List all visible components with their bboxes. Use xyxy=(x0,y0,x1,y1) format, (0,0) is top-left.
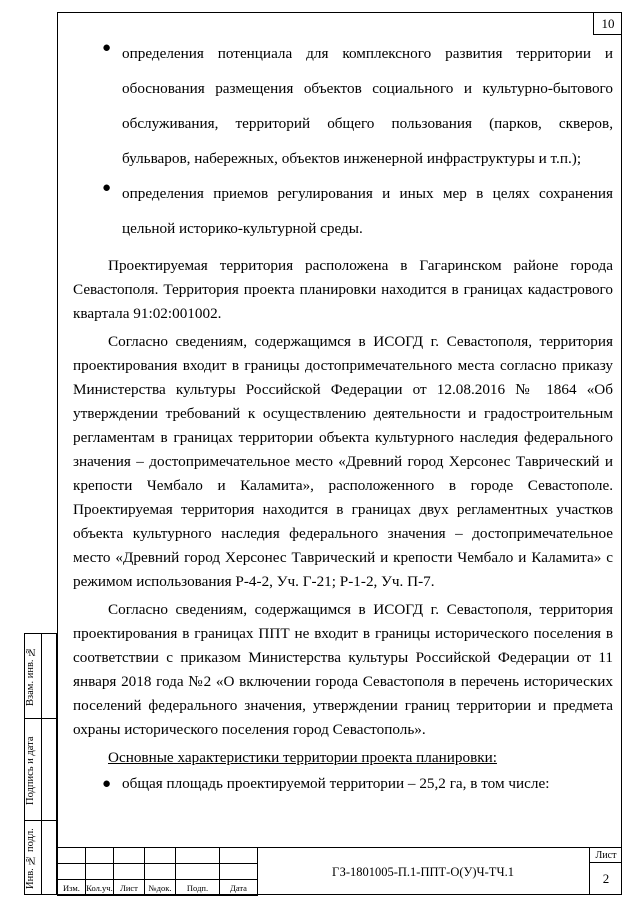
list-item-text: определения потенциала для комплексного развития территории и обоснования размещения объектов социального и культурно-бытового обслуживания, территорий общего пользования (парков, скверов, бульваров, набережных, объектов инженерной инфраструктуры и т.п.); xyxy=(122,45,613,167)
sheet-label: Лист xyxy=(590,847,622,863)
side-stamp xyxy=(24,633,57,895)
list-item xyxy=(73,176,613,246)
vzam-inv-label: Взам. инв. № xyxy=(25,645,36,707)
col-kol-uch: Кол.уч. xyxy=(86,880,114,896)
list-item xyxy=(73,36,613,176)
sheet-box xyxy=(590,847,622,895)
bullet-icon: ● xyxy=(102,40,112,56)
sheet-number: 2 xyxy=(602,871,610,886)
title-block xyxy=(57,847,622,895)
section-heading: Основные характеристики территории проекта планировки: xyxy=(108,749,497,766)
col-data: Дата xyxy=(220,880,258,896)
list-item-text: определения приемов регулирования и иных мер в целях сохранения цельной историко-культурной среды. xyxy=(122,185,613,237)
list-item-text: общая площадь проектируемой территории – 25,2 га, в том числе: xyxy=(122,775,550,792)
document-body xyxy=(73,36,613,796)
paragraph: Проектируемая территория расположена в Гагаринском районе города Севастополя. Территория проекта планировки находится в границах кадастрового квартала 91:02:001002. xyxy=(73,257,613,322)
list-item xyxy=(73,772,613,796)
paragraph: Согласно сведениям, содержащимся в ИСОГД г. Севастополя, территория проектирования в границах ППТ не входит в границы исторического поселения в соответствии с приказом Министерства культуры Российской Федерации от 11 января 2018 года №2 «О включении города Севастополя в перечень исторических поселений федерального значения, утверждении границ территории и предмета охраны исторического поселения город Севастополь». xyxy=(73,601,613,738)
inv-podl-label: Инв. № подл. xyxy=(25,828,36,890)
bullet-icon: ● xyxy=(102,776,112,792)
page-number: 10 xyxy=(593,12,622,35)
paragraph: Согласно сведениям, содержащимся в ИСОГД г. Севастополя, территория проектирования входит в границы достопримечательного места согласно приказу Министерства культуры Российской Федерации от 12.08.2016 № 1864 «Об утверждении требований к осуществлению деятельности и градостроительным регламентам в границах территории объекта культурного наследия федерального значения – достопримечательное место «Древний город Херсонес Таврический и крепости Чембало и Каламита», расположенного в городе Севастополе. Проектируемая территория находится в границах двух регламентных участков объекта культурного наследия федерального значения – достопримечательное место «Древний город Херсонес Таврический и крепости Чембало и Каламита» с режимом использования Р-4-2, Уч. Г-21; Р-1-2, Уч. П-7. xyxy=(73,333,613,590)
col-list: Лист xyxy=(114,880,145,896)
signature-date-label: Подпись и дата xyxy=(25,736,36,806)
bullet-icon: ● xyxy=(102,180,112,196)
col-izm: Изм. xyxy=(58,880,86,896)
col-podp: Подп. xyxy=(176,880,220,896)
document-code: ГЗ-1801005-П.1-ППТ-О(У)Ч-ТЧ.1 xyxy=(257,847,590,895)
col-n-dok: №док. xyxy=(145,880,176,896)
